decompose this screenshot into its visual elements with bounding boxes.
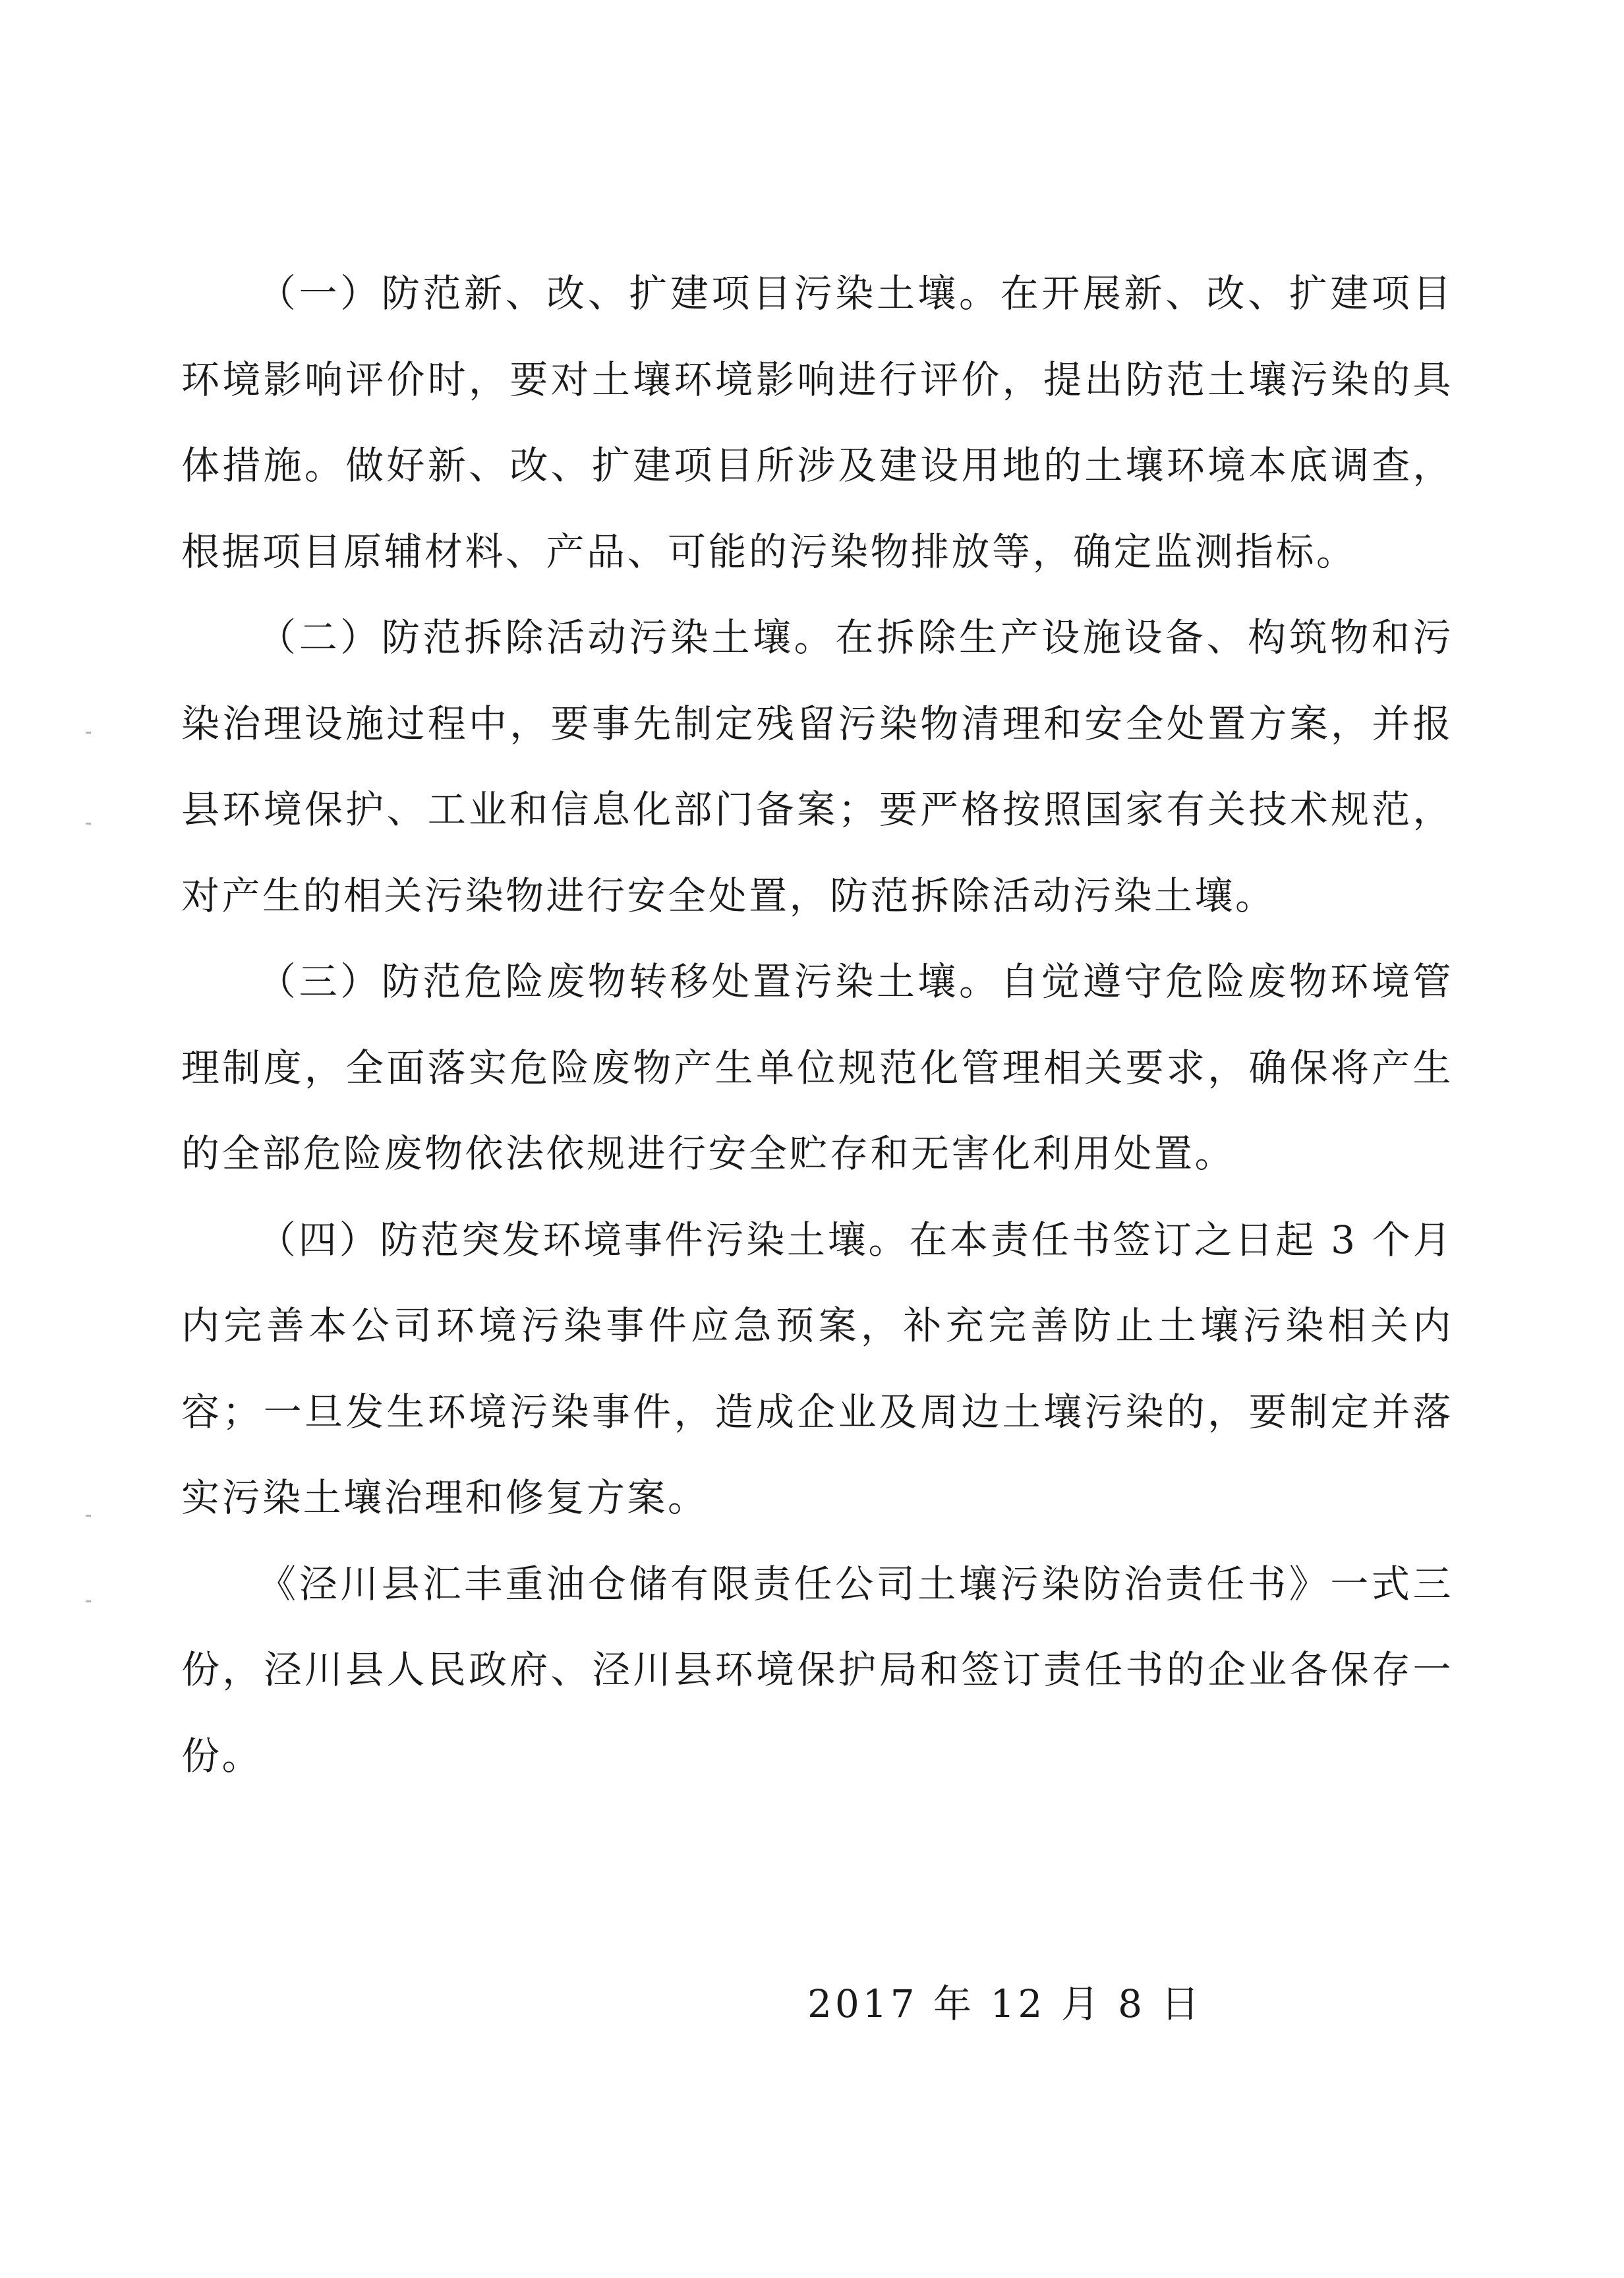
margin-mark (86, 1600, 91, 1602)
signing-date: 2017 年 12 月 8 日 (807, 1981, 1203, 2026)
document-body (181, 250, 1453, 1799)
paragraph-prevent-new-projects: （一）防范新、改、扩建项目污染土壤。在开展新、改、扩建项目环境影响评价时，要对土壤环境影响进行评价，提出防范土壤污染的具体措施。做好新、改、扩建项目所涉及建设用地的土壤环境本底调查，根据项目原辅材料、产品、可能的污染物排放等，确定监测指标。 (181, 271, 1453, 574)
margin-mark (86, 823, 91, 825)
paragraph-prevent-demolition: （二）防范拆除活动污染土壤。在拆除生产设施设备、构筑物和污染治理设施过程中，要事先制定残留污染物清理和安全处置方案，并报县环境保护、工业和信息化部门备案；要严格按照国家有关技术规范，对产生的相关污染物进行安全处置，防范拆除活动污染土壤。 (181, 615, 1453, 918)
paragraph-copies-statement: 《泾川县汇丰重油仓储有限责任公司土壤污染防治责任书》一式三份，泾川县人民政府、泾川县环境保护局和签订责任书的企业各保存一份。 (181, 1561, 1453, 1778)
margin-mark (86, 1515, 91, 1517)
margin-mark (86, 732, 91, 734)
paragraph-prevent-emergencies: （四）防范突发环境事件污染土壤。在本责任书签订之日起 3 个月内完善本公司环境污染事件应急预案，补充完善防止土壤污染相关内容；一旦发生环境污染事件，造成企业及周边土壤污染的，要制定并落实污染土壤治理和修复方案。 (181, 1217, 1453, 1520)
paragraph-prevent-hazardous-waste: （三）防范危险废物转移处置污染土壤。自觉遵守危险废物环境管理制度，全面落实危险废物产生单位规范化管理相关要求，确保将产生的全部危险废物依法依规进行安全贮存和无害化利用处置。 (181, 959, 1453, 1176)
